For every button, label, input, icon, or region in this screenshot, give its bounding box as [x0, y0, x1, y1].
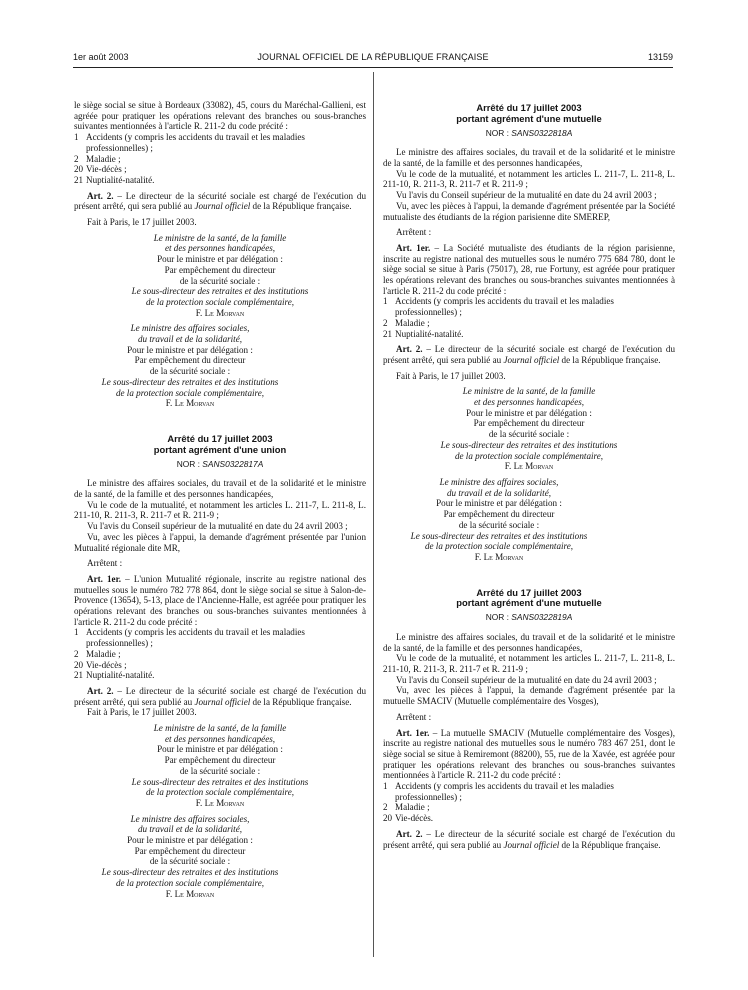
- preamble: Vu l'avis du Conseil supérieur de la mutualité en date du 24 avril 2003 ;: [396, 674, 657, 685]
- list-item: 21 Nuptialité-natalité.: [74, 174, 155, 185]
- left-column: [74, 100, 366, 899]
- branch-list: [383, 781, 675, 824]
- list-item: 2 Maladie ;: [383, 317, 430, 328]
- article-2: Art. 2. – Le directeur de la sécurité sociale est chargé de l'exécution du présent arrêté, qui sera publié au Journal officiel de la République française.: [383, 344, 676, 365]
- list-item: 1 Accidents (y compris les accidents du travail et les maladies professionnelles) ;: [383, 781, 614, 802]
- list-item: 2 Maladie ;: [383, 802, 430, 813]
- signature-block: Le ministre de la santé, de la famille et des personnes handicapées, Pour le ministre et par délégation : Par empêchement du directeur de la sécurité sociale : Le sous-directeur des retraites et des institutions de la protection sociale complémentaire, F. Le Morvan: [131, 723, 309, 808]
- decree-title: Arrêté du 17 juillet 2003: [476, 102, 582, 113]
- list-item: 1 Accidents (y compris les accidents du travail et les maladies professionnelles) ;: [74, 132, 305, 153]
- list-item: 20 Vie-décès ;: [74, 659, 127, 670]
- list-item: 20 Vie-décès.: [383, 813, 434, 824]
- preamble: Vu l'avis du Conseil supérieur de la mutualité en date du 24 avril 2003 ;: [87, 521, 348, 532]
- journal-title: JOURNAL OFFICIEL DE LA RÉPUBLIQUE FRANÇAISE: [257, 52, 489, 62]
- preamble: Vu le code de la mutualité, et notamment les articles L. 211-7, L. 211-8, L. 211-10, R. 211-3, R. 211-7 et R. 211-9 ;: [74, 499, 366, 521]
- signature-block: Le ministre des affaires sociales, du travail et de la solidarité, Pour le ministre et par délégation : Par empêchement du directeur de la sécurité sociale : Le sous-directeur des retraites et des institutions de la protection sociale complémentaire, F. Le Morvan: [410, 476, 588, 562]
- nor-reference: NOR : SANS0322819A: [485, 612, 573, 623]
- branch-list: [383, 296, 675, 339]
- article-1: Art. 1er. – La Société mutualiste des étudiants de la région parisienne, inscrite au registre national des mutuelles sous le numéro 775 684 780, dont le siège social se situe à Paris (75017), 28, rue Fortuny, est agréée pour pratiquer les opérations relevant des branches ou sous-branches suivantes mentionnées à l'article R. 211-2 du code précité :: [383, 242, 675, 296]
- article-1: Art. 1er. – L'union Mutualité régionale, inscrite au registre national des mutuelles sous le numéro 782 778 864, dont le siège social se situe à Salon-de-Provence (13654), 5-13, place de l'Ancienne-Halle, est agréée pour pratiquer les opérations relevant des branches ou sous-branches suivantes mentionnées à l'article R. 211-2 du code précité :: [74, 573, 366, 627]
- article-1: Art. 1er. – La mutuelle SMACIV (Mutuelle complémentaire des Vosges), inscrite au registre national des mutuelles sous le numéro 783 467 251, dont le siège social se situe à Remiremont (88200), 55, rue de la Xavée, est agréée pour pratiquer les opérations relevant des branches ou sous-branches suivantes mentionnées à l'article R. 211-2 du code précité :: [383, 727, 675, 781]
- decree-subtitle: portant agrément d'une mutuelle: [456, 597, 602, 609]
- signature-date: Fait à Paris, le 17 juillet 2003.: [87, 707, 197, 718]
- preamble: Vu, avec les pièces à l'appui, la demande d'agrément présentée par l'union Mutualité régionale dite MR,: [74, 531, 366, 553]
- list-item: 21 Nuptialité-natalité.: [383, 328, 464, 339]
- page-header: [73, 52, 673, 66]
- branch-list: [74, 132, 366, 186]
- list-item: 1 Accidents (y compris les accidents du travail et les maladies professionnelles) ;: [383, 296, 614, 318]
- signature-date: Fait à Paris, le 17 juillet 2003.: [396, 370, 506, 381]
- signature-block: Le ministre des affaires sociales, du travail et de la solidarité, Pour le ministre et par délégation : Par empêchement du directeur de la sécurité sociale : Le sous-directeur des retraites et des institutions de la protection sociale complémentaire, F. Le Morvan: [101, 813, 279, 899]
- signature-date: Fait à Paris, le 17 juillet 2003.: [87, 217, 197, 228]
- decree-title: Arrêté du 17 juillet 2003: [167, 432, 273, 444]
- decree-title: Arrêté du 17 juillet 2003: [476, 586, 582, 598]
- preamble: Le ministre des affaires sociales, du travail et de la solidarité et le ministre de la santé, de la famille et des personnes handicapées,: [383, 631, 675, 653]
- continued-paragraph: le siège social se situe à Bordeaux (33082), 45, cours du Maréchal-Gallieni, est agréée pour pratiquer les opérations relevant des branches ou sous-branches suivantes mentionnées à l'article R. 211-2 du code précité :: [74, 100, 366, 132]
- right-column: [383, 103, 675, 850]
- signature-block: Le ministre de la santé, de la famille et des personnes handicapées, Pour le ministre et par délégation : Par empêchement du directeur de la sécurité sociale : Le sous-directeur des retraites et des institutions de la protection sociale complémentaire, F. Le Morvan: [440, 386, 618, 472]
- arrete-heading: Arrêtent :: [87, 558, 123, 569]
- arrete-heading: Arrêtent :: [396, 711, 432, 722]
- header-date: 1er août 2003: [73, 52, 129, 62]
- list-item: 2 Maladie ;: [74, 153, 121, 164]
- nor-reference: NOR : SANS0322818A: [485, 127, 573, 138]
- preamble: Vu, avec les pièces à l'appui, la demande d'agrément présentée par la Société mutualiste des étudiants de la région parisienne dite SMEREP,: [383, 200, 675, 222]
- list-item: 2 Maladie ;: [74, 648, 121, 659]
- branch-list: [74, 627, 366, 681]
- preamble: Le ministre des affaires sociales, du travail et de la solidarité et le ministre de la santé, de la famille et des personnes handicapées,: [383, 147, 675, 168]
- list-item: 20 Vie-décès ;: [74, 164, 127, 175]
- article-2: Art. 2. – Le directeur de la sécurité sociale est chargé de l'exécution du présent arrêté, qui sera publié au Journal officiel de la République française.: [383, 828, 676, 850]
- list-item: 1 Accidents (y compris les accidents du travail et les maladies professionnelles) ;: [74, 627, 305, 649]
- header-rule: [73, 67, 673, 68]
- preamble: Vu le code de la mutualité, et notamment les articles L. 211-7, L. 211-8, L. 211-10, R. 211-3, R. 211-7 et R. 211-9 ;: [383, 168, 675, 190]
- preamble: Vu le code de la mutualité, et notamment les articles L. 211-7, L. 211-8, L. 211-10, R. 211-3, R. 211-7 et R. 211-9 ;: [383, 653, 675, 675]
- decree-subtitle: portant agrément d'une mutuelle: [456, 112, 602, 124]
- page-number: 13159: [647, 52, 673, 62]
- signature-block: Le ministre de la santé, de la famille et des personnes handicapées, Pour le ministre et par délégation : Par empêchement du directeur de la sécurité sociale : Le sous-directeur des retraites et des institutions de la protection sociale complémentaire, F. Le Morvan: [131, 232, 309, 318]
- article-2: Art. 2. – Le directeur de la sécurité sociale est chargé de l'exécution du présent arrêté, qui sera publié au Journal officiel de la République française.: [74, 685, 367, 707]
- nor-reference: NOR : SANS0322817A: [176, 458, 264, 469]
- signature-block: Le ministre des affaires sociales, du travail et de la solidarité, Pour le ministre et par délégation : Par empêchement du directeur de la sécurité sociale : Le sous-directeur des retraites et des institutions de la protection sociale complémentaire, F. Le Morvan: [101, 323, 279, 409]
- arrete-heading: Arrêtent :: [396, 227, 432, 238]
- list-item: 21 Nuptialité-natalité.: [74, 670, 155, 681]
- decree-subtitle: portant agrément d'une union: [153, 443, 287, 455]
- preamble: Vu, avec les pièces à l'appui, la demande d'agrément présentée par la mutuelle SMACIV (Mutuelle complémentaire des Vosges),: [383, 685, 675, 707]
- article-2: Art. 2. – Le directeur de la sécurité sociale est chargé de l'exécution du présent arrêté, qui sera publié au Journal officiel de la République française.: [74, 190, 367, 212]
- preamble: Le ministre des affaires sociales, du travail et de la solidarité et le ministre de la santé, de la famille et des personnes handicapées,: [74, 478, 366, 499]
- preamble: Vu l'avis du Conseil supérieur de la mutualité en date du 24 avril 2003 ;: [396, 190, 657, 201]
